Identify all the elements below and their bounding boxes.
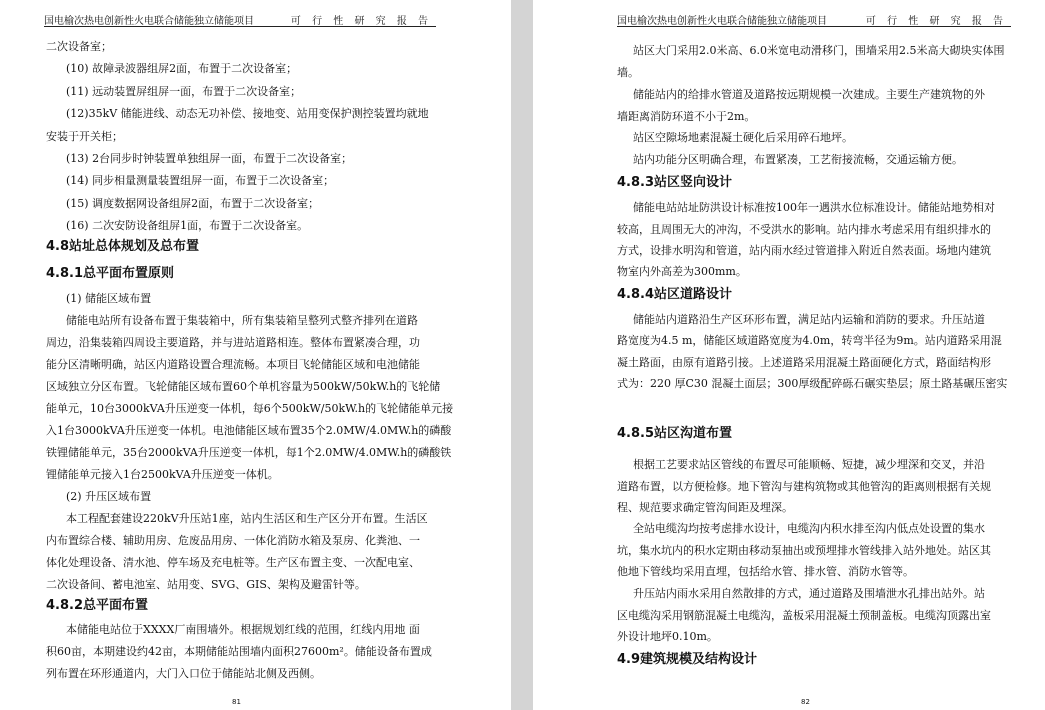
text-line: 坑，集水坑内的积水定期由移动泵抽出或预埋排水管线排入站外地处。站区其 xyxy=(617,544,991,557)
text-line: 物室内外高差为300mm。 xyxy=(617,265,747,278)
text-line: 外设计地坪0.10m。 xyxy=(617,630,718,643)
text-line: 列布置在环形通道内，大门入口位于储能站北侧及西侧。 xyxy=(46,667,321,680)
text-line: 二次设备间、蓄电池室、站用变、SVG、GIS、架构及避雷针等。 xyxy=(46,578,366,591)
text-line: 积60亩，本期建设约42亩，本期储能站围墙内面积27600m²。储能设备布置成 xyxy=(46,645,432,658)
header-project-title: 国电榆次热电创新性火电联合储能独立储能项目 xyxy=(617,16,827,27)
section-heading: 4.8.2总平面布置 xyxy=(46,598,149,613)
text-line: 凝土路面，由原有道路引接。上述道路采用混凝土路面硬化方式，路面结构形 xyxy=(617,356,991,369)
text-line: 墙距离消防环道不小于2m。 xyxy=(617,110,756,123)
text-line: 体化处理设备、清水池、停车场及充电桩等。生产区布置主变、一次配电室、 xyxy=(46,556,420,569)
text-line: 程、规范要求确定管沟间距及埋深。 xyxy=(617,501,793,514)
text-line: 升压站内雨水采用自然散排的方式，通过道路及围墙泄水孔排出站外。站 xyxy=(633,587,985,600)
text-line: (16) 二次安防设备组屏1面，布置于二次设备室。 xyxy=(66,219,309,232)
right-page xyxy=(533,0,1045,710)
text-line: 全站电缆沟均按考虑排水设计，电缆沟内积水排至沟内低点处设置的集水 xyxy=(633,522,985,535)
text-line: 较高，且周围无大的冲沟，不受洪水的影响。站内排水考虑采用有组织排水的 xyxy=(617,223,991,236)
text-line: 根据工艺要求站区管线的布置尽可能顺畅、短捷，减少埋深和交叉，并沿 xyxy=(633,458,985,471)
text-line: (14) 同步相量测量装置组屏一面，布置于二次设备室； xyxy=(66,174,335,187)
text-line: (11) 远动装置屏组屏一面，布置于二次设备室； xyxy=(66,85,302,98)
text-line: 安装于开关柜； xyxy=(46,130,123,143)
text-line: 区电缆沟采用钢筋混凝土电缆沟，盖板采用混凝土预制盖板。电缆沟顶露出室 xyxy=(617,609,991,622)
text-line: 内布置综合楼、辅助用房、危废品用房、一体化消防水箱及泵房、化粪池、一 xyxy=(46,534,420,547)
text-line: 方式，设排水明沟和管道，站内雨水经过管道排入附近自然表面。场地内建筑 xyxy=(617,244,991,257)
text-line: 二次设备室； xyxy=(46,40,112,53)
text-line: 储能电站站址防洪设计标准按100年一遇洪水位标准设计。储能站地势相对 xyxy=(633,201,995,214)
left-page xyxy=(0,0,511,710)
page-header xyxy=(617,10,1011,27)
page-number: 82 xyxy=(801,698,810,706)
text-line: 道路布置，以方便检修。地下管沟与建构筑物或其他管沟的距离则根据有关规 xyxy=(617,480,991,493)
text-line: 锂储能单元接入1台2500kVA升压逆变一体机。 xyxy=(46,468,279,481)
section-heading: 4.8.1总平面布置原则 xyxy=(46,266,175,281)
header-doc-type: 可 行 性 研 究 报 告 xyxy=(865,16,1007,27)
text-line: (13) 2台同步时钟装置单独组屏一面，布置于二次设备室； xyxy=(66,152,353,165)
text-line: 墙。 xyxy=(617,66,639,79)
text-line: 周边，沿集装箱四周设主要道路，并与进站道路相连。整体布置紧凑合理，功 xyxy=(46,336,420,349)
page-gutter xyxy=(511,0,533,710)
text-line: 站内功能分区明确合理，布置紧凑，工艺衔接流畅，交通运输方便。 xyxy=(633,153,963,166)
text-line: 储能电站所有设备布置于集装箱中，所有集装箱呈整列式整齐排列在道路 xyxy=(66,314,418,327)
text-line: (1) 储能区域布置 xyxy=(66,292,152,305)
text-line: 本工程配套建设220kV升压站1座，站内生活区和生产区分开布置。生活区 xyxy=(66,512,428,525)
text-line: 储能站内的给排水管道及道路按远期规模一次建成。主要生产建筑物的外 xyxy=(633,88,985,101)
text-line: 路宽度为4.5 m，储能区域道路宽度为4.0m，转弯半径为9m。站内道路采用混 xyxy=(617,334,1002,347)
header-project-title: 国电榆次热电创新性火电联合储能独立储能项目 xyxy=(44,16,254,27)
text-line: 能单元，10台3000kVA升压逆变一体机，每6个500kW/50kW.h的飞轮储能单元接 xyxy=(46,402,454,415)
text-line: (12)35kV 储能进线、动态无功补偿、接地变、站用变保护测控装置均就地 xyxy=(66,107,429,120)
text-line: (15) 调度数据网设备组屏2面，布置于二次设备室； xyxy=(66,197,320,210)
section-heading: 4.8.3站区竖向设计 xyxy=(617,175,733,190)
page-header xyxy=(44,10,436,27)
header-doc-type: 可 行 性 研 究 报 告 xyxy=(290,16,432,27)
text-line: 站区空隙场地素混凝土硬化后采用碎石地坪。 xyxy=(633,131,853,144)
text-line: 区域独立分区布置。飞轮储能区域布置60个单机容量为500kW/50kW.h的飞轮储 xyxy=(46,380,441,393)
text-line: 铁锂储能单元，35台2000kVA升压逆变一体机，每1个2.0MW/4.0MW.h的磷酸铁 xyxy=(46,446,452,459)
text-line: 式为：220 厚C30 混凝土面层；300厚级配碎砾石碾实垫层；原土路基碾压密实 xyxy=(617,377,1008,390)
text-line: 站区大门采用2.0米高、6.0米宽电动滑移门，围墙采用2.5米高大砌块实体围 xyxy=(633,44,1005,57)
section-heading: 4.9建筑规模及结构设计 xyxy=(617,652,758,667)
section-heading: 4.8.4站区道路设计 xyxy=(617,287,733,302)
text-line: (2) 升压区域布置 xyxy=(66,490,152,503)
section-heading: 4.8站址总体规划及总布置 xyxy=(46,239,200,254)
text-line: 他地下管线均采用直埋，包括给水管、排水管、消防水管等。 xyxy=(617,565,914,578)
text-line: 储能站内道路沿生产区环形布置，满足站内运输和消防的要求。升压站道 xyxy=(633,313,985,326)
page-number: 81 xyxy=(232,698,241,706)
section-heading: 4.8.5站区沟道布置 xyxy=(617,426,733,441)
text-line: 入1台3000kVA升压逆变一体机。电池储能区域布置35个2.0MW/4.0MW.h的磷酸 xyxy=(46,424,452,437)
text-line: 本储能电站位于XXXX厂南围墙外。根据规划红线的范围，红线内用地 面 xyxy=(66,623,420,636)
text-line: 能分区清晰明确，站区内道路设置合理流畅。本项目飞轮储能区域和电池储能 xyxy=(46,358,420,371)
text-line: (10) 故障录波器组屏2面，布置于二次设备室； xyxy=(66,62,298,75)
